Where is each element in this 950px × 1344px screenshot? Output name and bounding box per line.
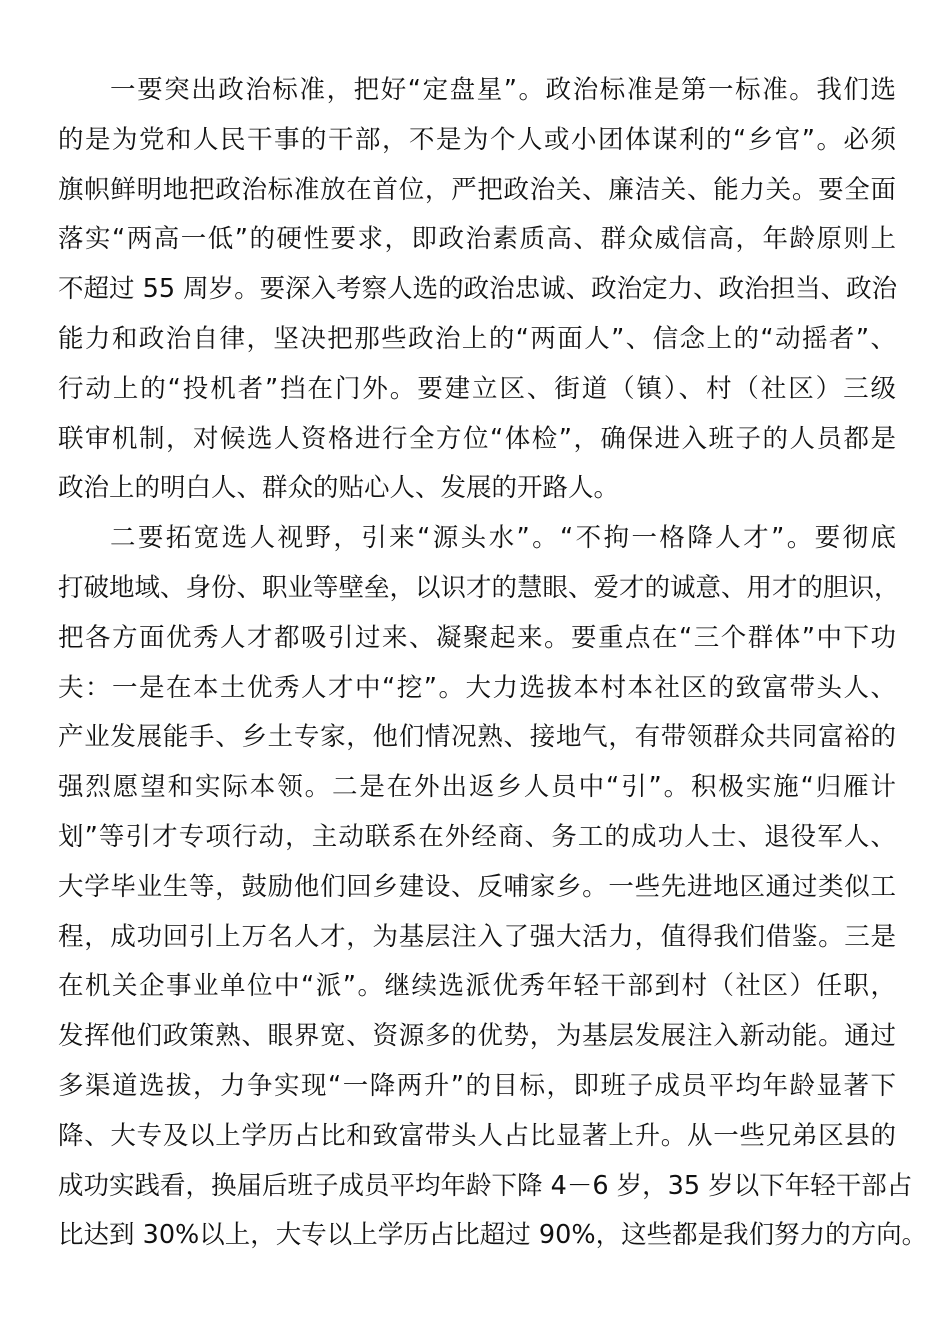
text-line: 强烈愿望和实际本领。二是在外出返乡人员中“引”。积极实施“归雁计 xyxy=(58,772,896,803)
text-line: 程，成功回引上万名人才，为基层注入了强大活力，值得我们借鉴。三是 xyxy=(58,921,896,952)
document-body xyxy=(58,66,928,1261)
text-line: 落实“两高一低”的硬性要求，即政治素质高、群众威信高，年龄原则上 xyxy=(58,224,896,255)
text-line: 发挥他们政策熟、眼界宽、资源多的优势，为基层发展注入新动能。通过 xyxy=(58,1021,896,1052)
text-line: 一要突出政治标准，把好“定盘星”。政治标准是第一标准。我们选 xyxy=(110,75,896,105)
text-line: 降、大专及以上学历占比和致富带头人占比显著上升。从一些兄弟区县的 xyxy=(58,1120,896,1151)
text-line: 旗帜鲜明地把政治标准放在首位，严把政治关、廉洁关、能力关。要全面 xyxy=(58,174,896,205)
text-line: 政治上的明白人、群众的贴心人、发展的开路人。 xyxy=(58,473,620,504)
text-line: 行动上的“投机者”挡在门外。要建立区、街道（镇）、村（社区）三级 xyxy=(58,373,896,404)
paragraph-talent-selection xyxy=(58,514,928,1261)
text-line: 产业发展能手、乡土专家，他们情况熟、接地气，有带领群众共同富裕的 xyxy=(58,722,896,753)
text-line: 大学毕业生等，鼓励他们回乡建设、反哺家乡。一些先进地区通过类似工 xyxy=(58,871,896,902)
text-line: 联审机制，对候选人资格进行全方位“体检”，确保进入班子的人员都是 xyxy=(58,423,896,454)
text-line: 成功实践看，换届后班子成员平均年龄下降 4－6 岁，35 岁以下年轻干部占 xyxy=(58,1170,913,1201)
text-line: 打破地域、身份、职业等壁垒，以识才的慧眼、爱才的诚意、用才的胆识， xyxy=(58,572,900,603)
text-line: 在机关企事业单位中“派”。继续选派优秀年轻干部到村（社区）任职， xyxy=(58,971,896,1002)
text-line: 不超过 55 周岁。要深入考察人选的政治忠诚、政治定力、政治担当、政治 xyxy=(58,274,898,305)
text-line: 比达到 30%以上，大专以上学历占比超过 90%，这些都是我们努力的方向。 xyxy=(58,1220,928,1251)
text-line: 夫：一是在本土优秀人才中“挖”。大力选拔本村本社区的致富带头人、 xyxy=(58,672,896,703)
text-line: 划”等引才专项行动，主动联系在外经商、务工的成功人士、退役军人、 xyxy=(58,821,896,852)
text-line: 的是为党和人民干事的干部，不是为个人或小团体谋利的“乡官”。必须 xyxy=(58,124,896,155)
text-line: 多渠道选拔，力争实现“一降两升”的目标，即班子成员平均年龄显著下 xyxy=(58,1070,896,1101)
text-line: 能力和政治自律，坚决把那些政治上的“两面人”、信念上的“动摇者”、 xyxy=(58,323,896,354)
paragraph-political-standard xyxy=(58,66,896,514)
text-line: 二要拓宽选人视野，引来“源头水”。“不拘一格降人才”。要彻底 xyxy=(110,523,896,554)
text-line: 把各方面优秀人才都吸引过来、凝聚起来。要重点在“三个群体”中下功 xyxy=(58,622,896,653)
